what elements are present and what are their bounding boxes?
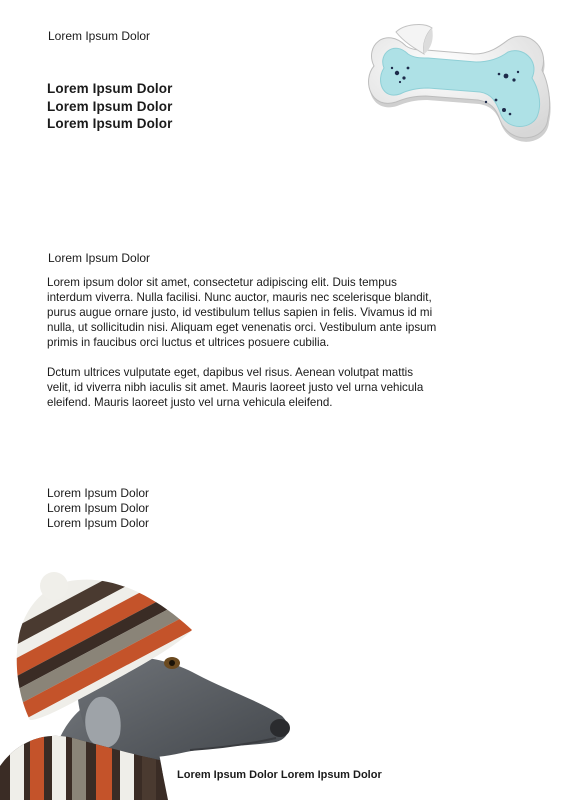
intro-label: Lorem Ipsum Dolor [48,251,151,265]
signature-block [47,486,149,531]
body-text [47,275,437,410]
title-block [47,80,172,133]
title-line-2: Lorem Ipsum Dolor [47,98,173,114]
header-line: Lorem Ipsum Dolor [48,29,151,43]
title-line-1: Lorem Ipsum Dolor [47,81,173,96]
dog-in-striped-hat-image [0,570,300,800]
signature-line-2: Lorem Ipsum Dolor [47,501,150,515]
body-paragraph-1: Lorem ipsum dolor sit amet, consectetur adipiscing elit. Duis tempus interdum viverra. Nulla facilisi. Nunc auctor, mauris nec scelerisque blandit, purus augue ornare justo, id vestibulum tellus sapien in felis. Vivamus id mi nulla, ut sollicitudin nisi. Aliquam eget venenatis orci. Vestibulum ante ipsum primis in faucibus orci luctus et ultrices posuere cubilia. [47,276,437,349]
body-paragraph-2: Dctum ultrices vulputate eget, dapibus vel risus. Aenean volutpat mattis velit, id viverra nibh iaculis sit amet. Mauris laoreet justo vel urna vehicula eleifend. Mauris laoreet justo vel urna vehicula eleifend. [47,366,424,409]
title-line-3: Lorem Ipsum Dolor [47,116,173,131]
footer-text: Lorem Ipsum Dolor Lorem Ipsum Dolor [177,769,382,781]
bone-sticker-icon [366,18,552,148]
signature-line-1: Lorem Ipsum Dolor [47,486,150,500]
signature-line-3: Lorem Ipsum Dolor [47,516,150,530]
